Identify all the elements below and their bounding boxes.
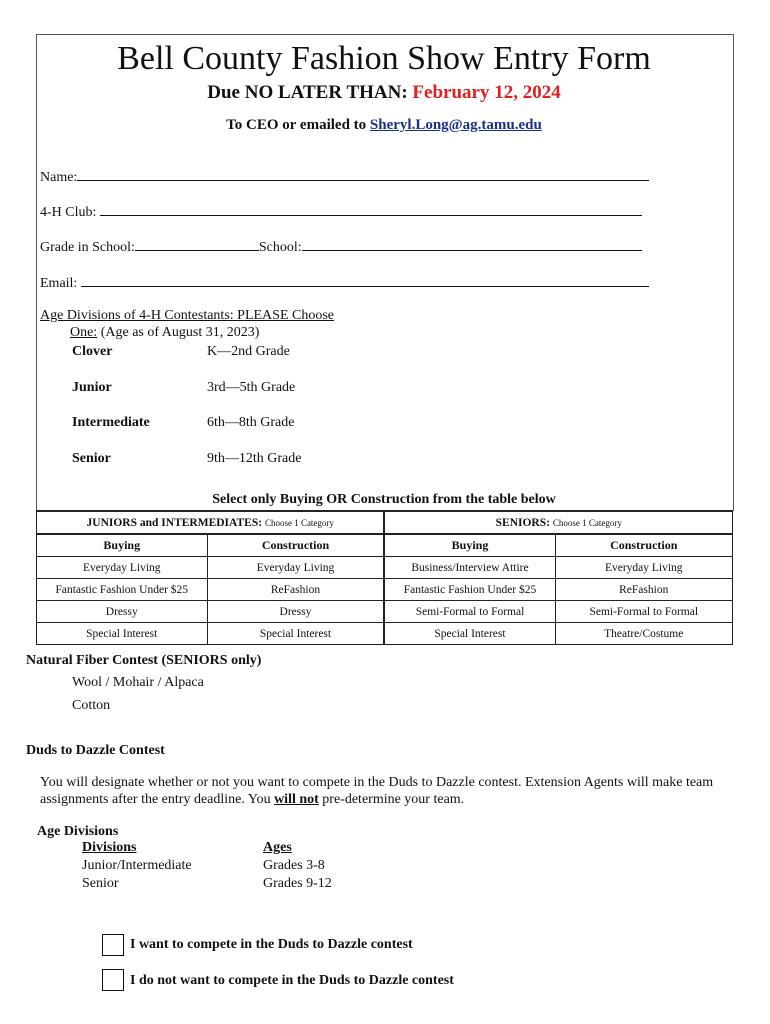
category-cell[interactable]: Semi-Formal to Formal (555, 601, 733, 623)
email-field (40, 272, 649, 292)
category-cell[interactable]: Dressy (37, 601, 208, 623)
submit-text: To CEO or emailed to (226, 117, 367, 133)
division-name: Junior (72, 380, 112, 395)
name-input-line[interactable] (77, 166, 649, 181)
division-grades: 6th—8th Grade (207, 415, 295, 430)
club-input-line[interactable] (100, 201, 642, 216)
division-ages: Grades 9-12 (263, 876, 332, 891)
compete-no-label: I do not want to compete in the Duds to Dazzle contest (130, 973, 454, 988)
seniors-group-note: Choose 1 Category (552, 517, 622, 528)
name-label: Name: (40, 170, 78, 185)
table-row (37, 579, 733, 601)
column-header: Construction (555, 534, 733, 557)
due-line (36, 82, 732, 104)
table-row (37, 557, 733, 579)
school-input-line[interactable] (302, 236, 642, 251)
due-label: Due NO LATER THAN: (207, 82, 408, 103)
division-name: Clover (72, 344, 113, 359)
division-name: Intermediate (72, 415, 150, 430)
grade-input-line[interactable] (135, 236, 259, 251)
column-header: Buying (384, 534, 555, 557)
division-grades: 9th—12th Grade (207, 451, 302, 466)
column-header: Construction (207, 534, 384, 557)
category-cell[interactable]: Everyday Living (37, 557, 208, 579)
grade-label: Grade in School: (40, 240, 135, 255)
school-label: School: (258, 240, 302, 255)
club-field (40, 201, 642, 221)
category-cell[interactable]: Special Interest (207, 623, 384, 645)
duds-para-part1: You will designate whether or not you want to compete in the Duds to Dazzle contest. Extension Agents will make team assignments after the entry deadline. You (40, 775, 714, 807)
juniors-group-note: Choose 1 Category (264, 517, 334, 528)
category-cell[interactable]: Business/Interview Attire (384, 557, 555, 579)
age-heading-line1: Age Divisions of 4-H Contestants: PLEASE Choose (40, 308, 334, 323)
submit-line (36, 117, 732, 134)
due-date: February 12, 2024 (412, 82, 561, 103)
form-title: Bell County Fashion Show Entry Form (117, 40, 651, 77)
category-cell[interactable]: ReFashion (555, 579, 733, 601)
category-cell[interactable]: Everyday Living (555, 557, 733, 579)
table-row (37, 601, 733, 623)
divisions-column-header: Divisions (82, 840, 137, 855)
email-input-line[interactable] (81, 272, 649, 287)
column-header: Buying (37, 534, 208, 557)
name-field (40, 166, 649, 186)
email-label: Email: (40, 276, 78, 291)
table-row (37, 623, 733, 645)
division-name: Senior (82, 876, 119, 891)
division-grades: 3rd—5th Grade (207, 380, 296, 395)
seniors-group-header (384, 511, 732, 534)
duds-age-heading: Age Divisions (37, 824, 119, 839)
category-cell[interactable]: Theatre/Costume (555, 623, 733, 645)
division-name: Junior/Intermediate (82, 858, 192, 873)
compete-yes-checkbox[interactable] (102, 934, 124, 956)
category-table (36, 510, 733, 645)
natural-fiber-option: Wool / Mohair / Alpaca (72, 675, 204, 690)
natural-fiber-option: Cotton (72, 698, 111, 713)
category-cell[interactable]: Fantastic Fashion Under $25 (384, 579, 555, 601)
table-instruction: Select only Buying OR Construction from the table below (212, 492, 556, 507)
duds-paragraph (40, 774, 716, 808)
category-cell[interactable]: Special Interest (384, 623, 555, 645)
duds-heading: Duds to Dazzle Contest (26, 743, 165, 758)
grade-school-field (40, 236, 642, 256)
category-cell[interactable]: Fantastic Fashion Under $25 (37, 579, 208, 601)
juniors-group-label: JUNIORS and INTERMEDIATES: (86, 516, 263, 529)
duds-para-part2: pre-determine your team. (322, 792, 465, 807)
compete-yes-label: I want to compete in the Duds to Dazzle contest (130, 937, 413, 952)
category-cell[interactable]: Semi-Formal to Formal (384, 601, 555, 623)
division-name: Senior (72, 451, 111, 466)
email-link[interactable]: Sheryl.Long@ag.tamu.edu (369, 117, 542, 133)
ages-column-header: Ages (263, 840, 292, 855)
division-ages: Grades 3-8 (263, 858, 325, 873)
category-cell[interactable]: Dressy (207, 601, 384, 623)
category-cell[interactable]: Everyday Living (207, 557, 384, 579)
duds-para-emphasis: will not (274, 792, 319, 807)
age-divisions-heading (40, 307, 334, 341)
division-grades: K—2nd Grade (207, 344, 290, 359)
compete-no-checkbox[interactable] (102, 969, 124, 991)
juniors-group-header (37, 511, 385, 534)
age-heading-one: One: (70, 325, 98, 340)
natural-fiber-heading: Natural Fiber Contest (SENIORS only) (26, 653, 262, 668)
category-cell[interactable]: Special Interest (37, 623, 208, 645)
seniors-group-label: SENIORS: (495, 516, 550, 529)
category-cell[interactable]: ReFashion (207, 579, 384, 601)
age-heading-rest: (Age as of August 31, 2023) (100, 325, 260, 340)
club-label: 4-H Club: (40, 205, 97, 220)
